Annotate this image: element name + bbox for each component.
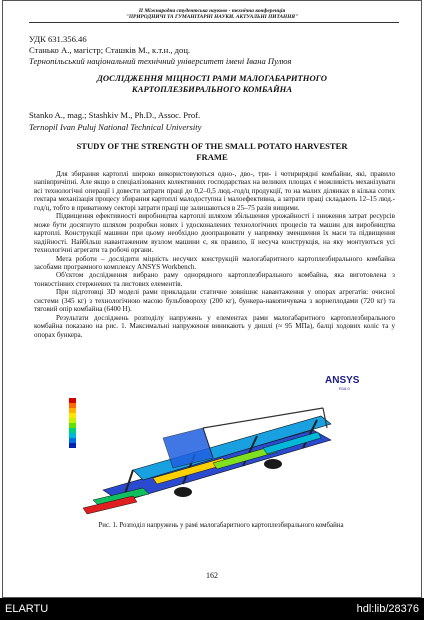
footer-bar <box>0 598 424 620</box>
title-en-line-1: STUDY OF THE STRENGTH OF THE SMALL POTATO HARVESTER <box>76 141 348 151</box>
paragraph: Підвищення ефективності виробництва картоплі шляхом збільшення урожайності і зниження затрат ресурсів може бути досягнуто шляхом розробки нових і удосконалених технологічних процесів та машин для виробництва картоплі. Конструкції машини при цьому необхідно доопрацювати у напрямку зменшення їх маси та підвищення надійності. Найбільш навантаженим вузлом машини є, як правило, її несуча конструкція, на яку монтуються усі технологічні агрегати та робочі органи. <box>34 212 395 255</box>
header-rule <box>29 22 399 23</box>
conference-line-2: "ПРИРОДНИЧІ ТА ГУМАНІТАРНІ НАУКИ. АКТУАЛЬНІ ПИТАННЯ" <box>125 14 299 20</box>
title-ua-line-1: ДОСЛІДЖЕННЯ МІЦНОСТІ РАМИ МАЛОГАБАРИТНОГО <box>97 73 327 83</box>
page <box>2 0 422 598</box>
legend-swatch <box>69 398 76 403</box>
legend-swatch <box>69 433 76 438</box>
legend-swatch <box>69 408 76 413</box>
title-en-line-2: FRAME <box>196 152 228 162</box>
paragraph: Для збирання картоплі широко використовуються одно-, дво-, три- і чотирирядні комбайни, які, правило напівпричіпні. Але якщо в спеціалізованих колективних господарствах на великих площах є можливість механізувати всі технологічні операції і довести затрати праці до 0,2–0,5 люд.-год/ц продукції, то на малих ділянках в кілька сотих гектара механізація процесу збирання картоплі малодоступна і малоефективна, а затрати праці складають 12–15 люд.-год/ц, тобто в приватному секторі затрати праці ще залишаються в 25–75 разів вищими. <box>34 170 395 212</box>
paragraph: Результати досліджень розподілу напружень у елементах рами малогабаритного картоплезбирального комбайна показано на рис. 1. Максимальні напруження виникають у дишлі (≈ 95 МПа), балці ходових коліс та у опорах бункера. <box>34 313 395 339</box>
ansys-logo: ANSYS <box>325 375 360 386</box>
conference-line-1: ІІ Міжнародна студентська науково - технічна конференція <box>138 8 286 14</box>
harvester-frame-model <box>83 408 331 514</box>
affiliation-en: Ternopil Ivan Puluj National Technical University <box>29 122 202 132</box>
legend-swatch <box>69 428 76 433</box>
legend-swatch <box>69 418 76 423</box>
title-ua-line-2: КАРТОПЛЕЗБИРАЛЬНОГО КОМБАЙНА <box>131 84 293 94</box>
page-number: 162 <box>206 571 218 580</box>
udc-code: УДК 631.356.46 <box>29 34 87 44</box>
authors-en: Stanko A., mag.; Stashkiv M., Ph.D., Assoc. Prof. <box>29 110 201 120</box>
handle-id[interactable]: hdl:lib/28376 <box>356 603 419 615</box>
figure-caption: Рис. 1. Розподіл напружень у рамі малогабаритного картоплезбирального комбайна <box>98 522 344 529</box>
ansys-version: R16.0 <box>339 386 350 391</box>
affiliation-ua: Тернопільський національний технічний університет імені Івана Пулюя <box>29 56 292 66</box>
stress-figure <box>63 368 363 518</box>
frame-stress-plot <box>63 368 363 518</box>
legend-swatch <box>69 438 76 443</box>
stress-legend <box>69 398 76 448</box>
paragraph: При підготовці 3D моделі рами прикладали статичне зовнішнє навантаження у опорах агрегатів: очисної системи (345 кг) з технологічною масою бульбовороху (200 кг), бункера-накопичувача з корнеплодами (720 кг) та тяговий опір комбайна (6400 Н). <box>34 288 395 314</box>
authors-ua: Станько А., магістр; Сташків М., к.т.н., доц. <box>29 45 191 55</box>
paragraph: Об'єктом дослідження вибрано раму однорядного картоплезбирального комбайна, яка виготовлена з тонкостінних стержневих та листових елементів. <box>34 271 395 288</box>
repository-name: ELARTU <box>5 603 49 615</box>
body-text <box>34 170 395 339</box>
legend-swatch <box>69 443 76 448</box>
legend-swatch <box>69 413 76 418</box>
paragraph: Мета роботи – дослідити міцність несучих конструкцій малогабаритного картоплезбирального комбайна засобами програмного комплексу ANSYS Workbench. <box>34 254 395 271</box>
legend-swatch <box>69 403 76 408</box>
legend-swatch <box>69 423 76 428</box>
